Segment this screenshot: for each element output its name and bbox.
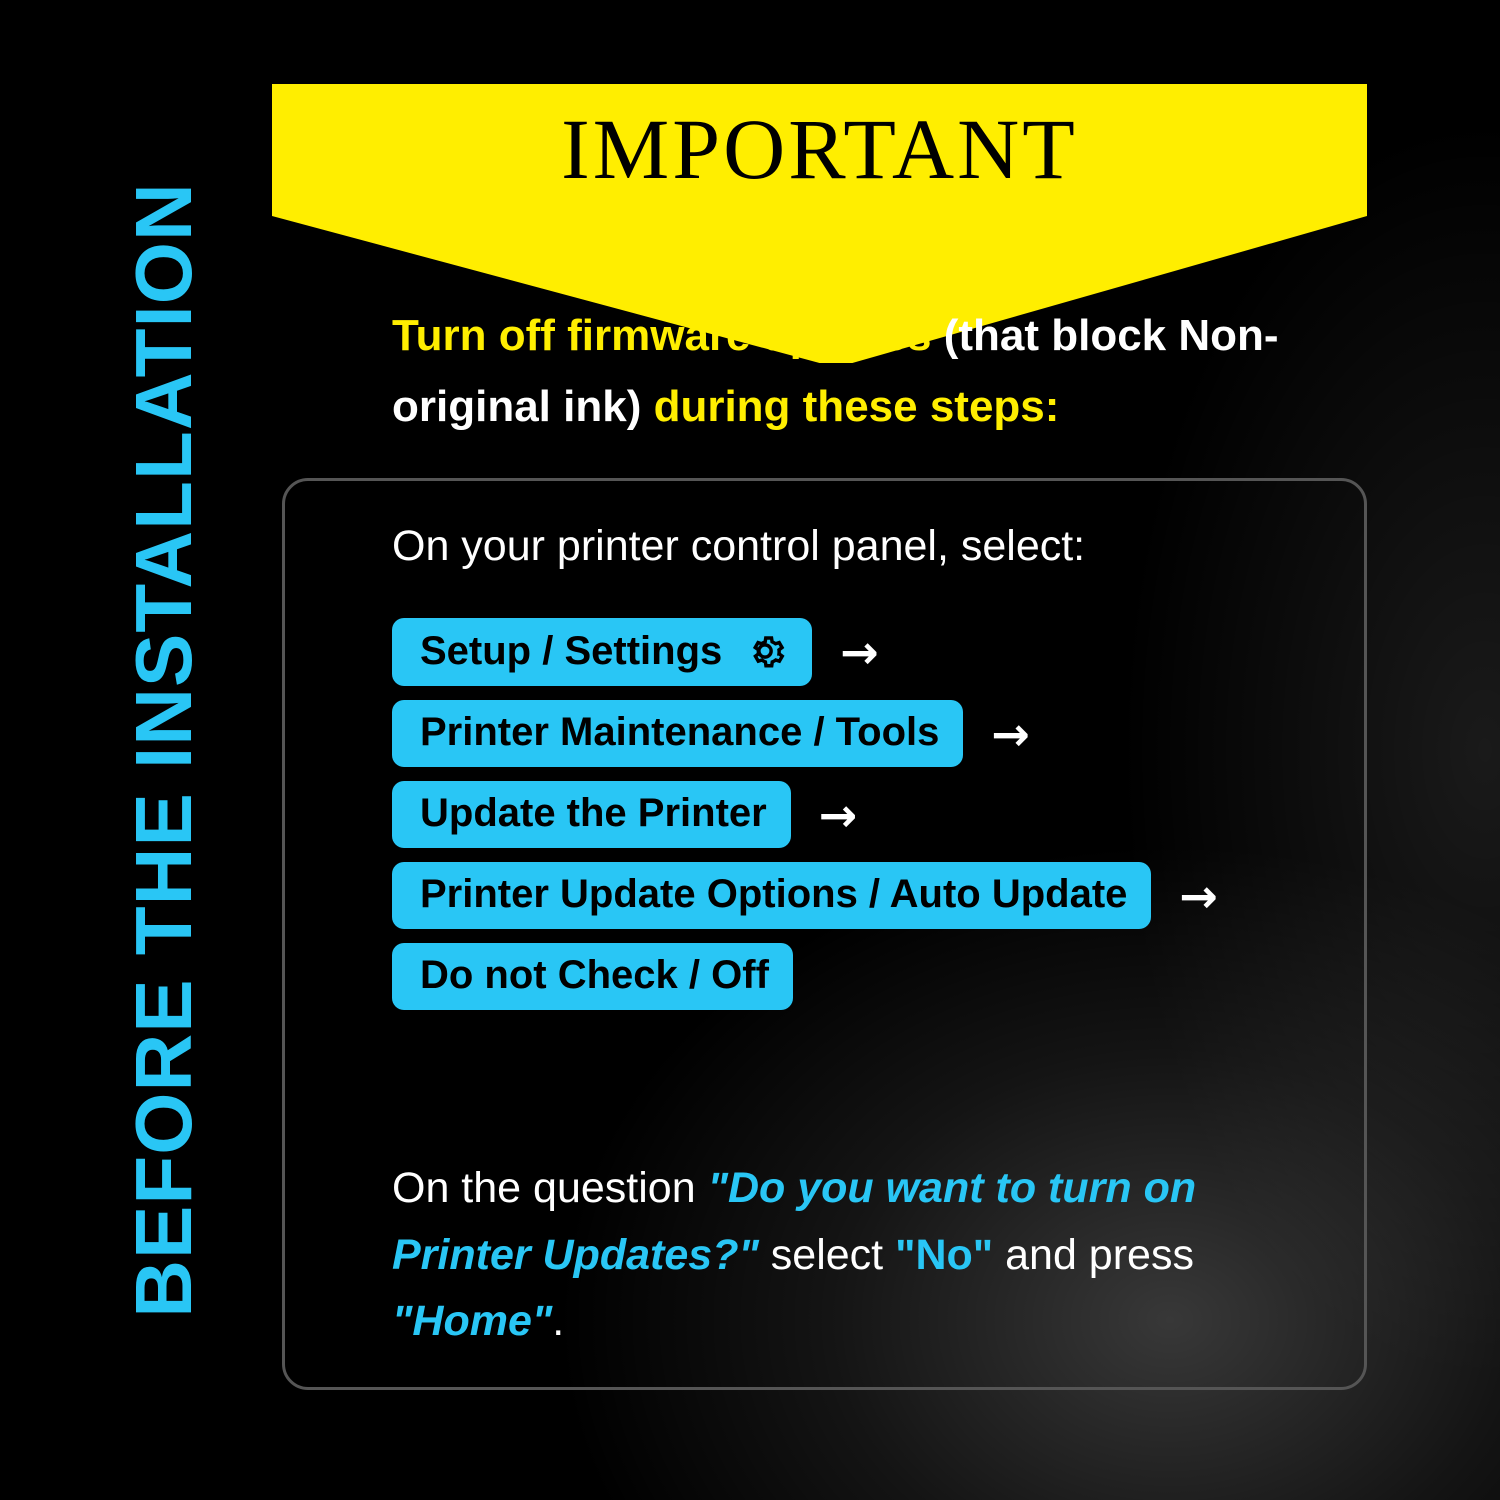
step-label: Printer Update Options / Auto Update — [420, 872, 1128, 916]
step-chip-do-not-check-off[interactable] — [392, 943, 793, 1010]
arrow-icon: → — [1179, 868, 1218, 923]
closing-part2: select — [758, 1230, 896, 1279]
banner-label: IMPORTANT — [561, 101, 1078, 197]
closing-question: "Do you want to turn on Printer Updates?" — [392, 1164, 1197, 1279]
panel-heading: On your printer control panel, select: — [392, 522, 1086, 570]
closing-part1: On the question — [392, 1164, 708, 1212]
step-row — [392, 700, 1352, 767]
side-title-text: BEFORE THE INSTALLATION — [119, 182, 209, 1318]
intro-part1: Turn off firmware updates — [392, 311, 944, 360]
closing-part4: . — [552, 1297, 565, 1346]
arrow-icon: → — [991, 706, 1030, 761]
step-label: Update the Printer — [420, 791, 767, 835]
gear-icon — [742, 628, 788, 674]
closing-paragraph — [392, 1155, 1292, 1355]
step-label: Printer Maintenance / Tools — [420, 710, 940, 754]
intro-paragraph — [392, 300, 1392, 443]
step-chip-printer-maintenance-tools[interactable] — [392, 700, 963, 767]
step-row — [392, 781, 1352, 848]
intro-part3: during these steps: — [653, 382, 1060, 432]
step-chip-setup-settings[interactable] — [392, 618, 812, 686]
steps-list — [392, 618, 1352, 1024]
step-row — [392, 618, 1352, 686]
step-label: Setup / Settings — [420, 628, 723, 673]
arrow-icon: → — [840, 625, 879, 679]
side-title — [104, 0, 224, 1500]
intro-part2: (that block Non-original ink) — [392, 311, 1279, 432]
banner-body — [272, 84, 1367, 214]
arrow-icon: → — [818, 787, 858, 842]
step-row — [392, 862, 1352, 929]
closing-part3: and press — [993, 1230, 1194, 1279]
closing-home: "Home" — [392, 1297, 553, 1346]
step-row — [392, 943, 1352, 1010]
closing-answer: "No" — [895, 1230, 994, 1279]
step-label: Do not Check / Off — [420, 953, 769, 997]
step-chip-printer-update-options-auto-update[interactable] — [392, 862, 1151, 929]
step-chip-update-the-printer[interactable] — [392, 781, 791, 848]
